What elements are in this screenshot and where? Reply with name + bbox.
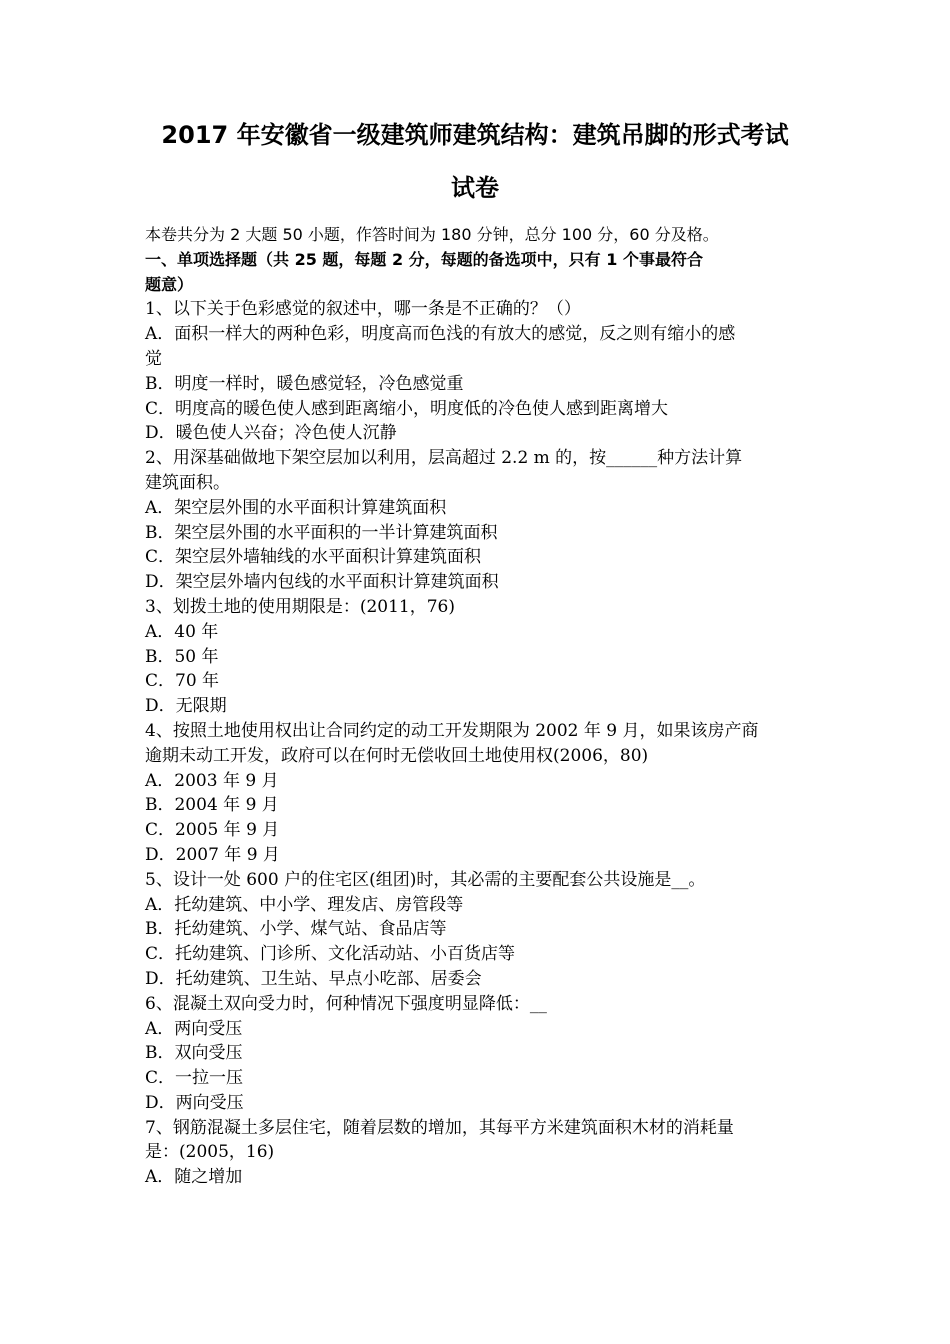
question-stem-line: 建筑面积。 — [145, 472, 230, 493]
answer-option-line: A．架空层外围的水平面积计算建筑面积 — [145, 497, 447, 518]
answer-option-line: A．两向受压 — [145, 1018, 243, 1039]
answer-option-line: C．架空层外墙轴线的水平面积计算建筑面积 — [145, 547, 482, 568]
answer-option-line: 觉 — [145, 348, 162, 369]
answer-option-line: A．40 年 — [145, 621, 219, 642]
section-heading-line-1: 一、单项选择题（共 25 题，每题 2 分，每题的备选项中，只有 1 个事最符合 — [145, 249, 703, 269]
question-stem-line: 5、设计一处 600 户的住宅区(组团)时，其必需的主要配套公共设施是__。 — [145, 869, 706, 890]
question-item — [145, 297, 815, 446]
answer-option-line: A．2003 年 9 月 — [145, 770, 279, 791]
document-title-line-1: 2017 年安徽省一级建筑师建筑结构：建筑吊脚的形式考试 — [161, 121, 789, 149]
exam-intro: 本卷共分为 2 大题 50 小题，作答时间为 180 分钟，总分 100 分，60 分及格。 — [145, 225, 719, 244]
question-stem-line: 逾期未动工开发，政府可以在何时无偿收回土地使用权(2006，80) — [145, 745, 649, 766]
question-stem-line: 3、划拨土地的使用期限是：(2011，76) — [145, 596, 455, 617]
document-body — [145, 223, 815, 1190]
answer-option-line: B．50 年 — [145, 646, 219, 667]
document-title-line-2: 试卷 — [451, 174, 499, 202]
answer-option-line: D．2007 年 9 月 — [145, 844, 280, 865]
answer-option-line: C．2005 年 9 月 — [145, 820, 280, 841]
answer-option-line: A．面积一样大的两种色彩，明度高而色浅的有放大的感觉，反之则有缩小的感 — [145, 324, 736, 345]
question-item — [145, 868, 815, 992]
answer-option-line: C．明度高的暖色使人感到距离缩小，明度低的冷色使人感到距离增大 — [145, 398, 669, 419]
question-item — [145, 992, 815, 1116]
question-list — [145, 297, 815, 1190]
answer-option-line: B．明度一样时，暖色感觉轻，冷色感觉重 — [145, 373, 464, 394]
question-stem-line: 2、用深基础做地下架空层加以利用，层高超过 2.2 m 的，按______种方法计算 — [145, 448, 743, 469]
question-item — [145, 719, 815, 868]
question-stem-line: 4、按照土地使用权出让合同约定的动工开发期限为 2002 年 9 月，如果该房产商 — [145, 720, 759, 741]
answer-option-line: B．2004 年 9 月 — [145, 795, 279, 816]
answer-option-line: C．一拉一压 — [145, 1068, 244, 1089]
question-item — [145, 1116, 815, 1190]
answer-option-line: A．随之增加 — [145, 1167, 243, 1188]
answer-option-line: D．两向受压 — [145, 1092, 244, 1113]
question-item — [145, 595, 815, 719]
answer-option-line: D．无限期 — [145, 696, 227, 717]
answer-option-line: B．架空层外围的水平面积的一半计算建筑面积 — [145, 522, 498, 543]
answer-option-line: D．架空层外墙内包线的水平面积计算建筑面积 — [145, 572, 499, 593]
section-heading-line-2: 题意） — [145, 274, 194, 294]
answer-option-line: C．托幼建筑、门诊所、文化活动站、小百货店等 — [145, 944, 516, 965]
answer-option-line: B．托幼建筑、小学、煤气站、食品店等 — [145, 919, 447, 940]
question-item — [145, 446, 815, 595]
question-stem-line: 7、钢筋混凝土多层住宅，随着层数的增加，其每平方米建筑面积木材的消耗量 — [145, 1117, 734, 1138]
answer-option-line: A．托幼建筑、中小学、理发店、房管段等 — [145, 894, 464, 915]
question-stem-line: 是：(2005，16) — [145, 1142, 275, 1163]
answer-option-line: B．双向受压 — [145, 1043, 243, 1064]
question-stem-line: 1、以下关于色彩感觉的叙述中，哪一条是不正确的？（） — [145, 299, 581, 320]
answer-option-line: C．70 年 — [145, 671, 220, 692]
answer-option-line: D．暖色使人兴奋；冷色使人沉静 — [145, 423, 397, 444]
answer-option-line: D．托幼建筑、卫生站、早点小吃部、居委会 — [145, 968, 482, 989]
question-stem-line: 6、混凝土双向受力时，何种情况下强度明显降低：__ — [145, 993, 547, 1014]
